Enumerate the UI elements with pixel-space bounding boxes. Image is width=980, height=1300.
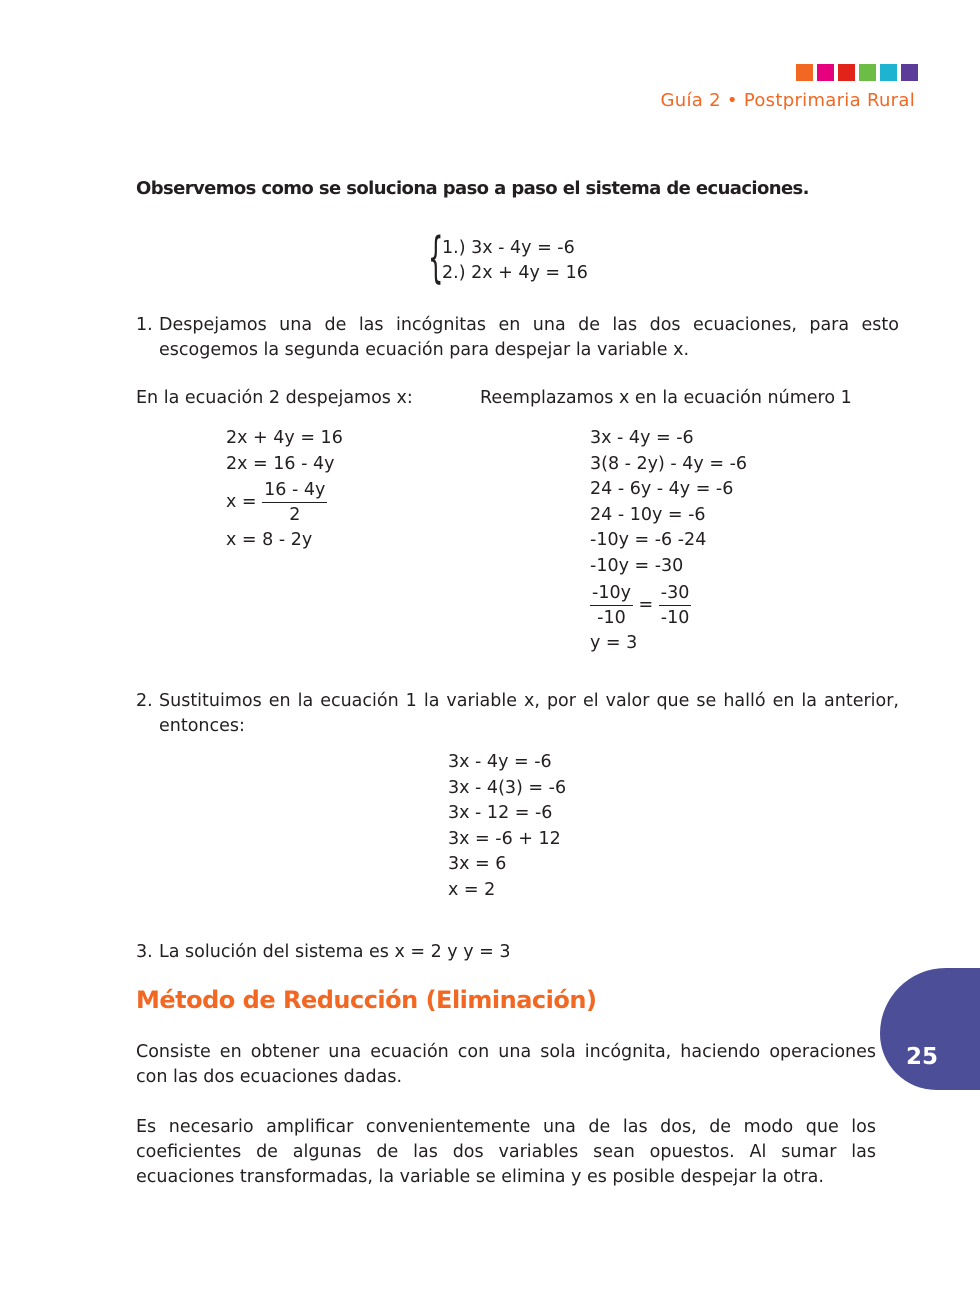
equation-line: 24 - 10y = -6	[590, 504, 706, 525]
step-2	[136, 689, 899, 739]
step-3	[136, 940, 899, 965]
step-1	[136, 313, 899, 363]
color-squares	[796, 64, 918, 81]
color-square	[817, 64, 834, 81]
equation-line: 3x - 4(3) = -6	[448, 777, 567, 798]
fraction-denominator: 2	[289, 504, 301, 525]
step-text: La solución del sistema es x = 2 y y = 3	[159, 942, 511, 962]
color-square	[859, 64, 876, 81]
equation-line: 3x = 6	[448, 854, 507, 874]
fraction	[659, 581, 692, 630]
fraction-denominator: -10	[660, 607, 690, 628]
left-column-equations	[226, 426, 343, 554]
step-2-equations	[448, 750, 566, 903]
equation-line: -10y = -6 -24	[590, 530, 707, 550]
equation-line: 2x = 16 - 4y	[226, 453, 335, 474]
guide-header: Guía 2 • Postprimaria Rural	[660, 90, 915, 111]
color-square	[838, 64, 855, 81]
equation-line: y = 3	[590, 633, 638, 653]
fraction-numerator: -10y	[590, 581, 633, 606]
equation-line: 3x - 4y = -6	[590, 428, 694, 448]
fraction	[262, 478, 327, 527]
left-column-heading: En la ecuación 2 despejamos x:	[136, 388, 413, 408]
step-text: Sustituimos en la ecuación 1 la variable x, por el valor que se halló en la anterior, entonces:	[159, 691, 899, 736]
equals-sign: =	[638, 595, 654, 615]
step-text: Despejamos una de las incógnitas en una de las dos ecuaciones, para esto escogemos la segunda ecuación para despejar la variable x.	[159, 315, 899, 360]
brace-symbol: {	[428, 226, 444, 289]
equation-line: 2x + 4y = 16	[226, 428, 343, 448]
equation-line: 3x - 12 = -6	[448, 803, 553, 823]
fraction	[590, 581, 633, 630]
fraction-line	[226, 476, 343, 528]
paragraph-1: Consiste en obtener una ecuación con una sola incógnita, haciendo operaciones con las dos ecuaciones dadas.	[136, 1042, 876, 1087]
equation-line: 3(8 - 2y) - 4y = -6	[590, 453, 748, 474]
right-column-heading: Reemplazamos x en la ecuación número 1	[480, 388, 852, 408]
step-number: 2.	[136, 691, 153, 711]
equation-line: 3x = -6 + 12	[448, 828, 561, 849]
equation-line: x = 8 - 2y	[226, 530, 313, 550]
paragraph-2: Es necesario amplificar convenientemente una de las dos, de modo que los coeficientes de algunas de las dos variables sean opuestos. Al sumar las ecuaciones transformadas, la variable se elimina y es posible despejar la otra.	[136, 1117, 876, 1187]
fraction-numerator: -30	[659, 581, 692, 606]
color-square	[880, 64, 897, 81]
fraction-denominator: -10	[597, 607, 626, 628]
color-square	[796, 64, 813, 81]
equation-line: -10y = -30	[590, 555, 684, 576]
equation-system	[428, 226, 588, 289]
section-title: Método de Reducción (Eliminación)	[136, 986, 597, 1014]
page-tab	[880, 968, 980, 1090]
step-number: 1.	[136, 315, 153, 335]
equation-line: 24 - 6y - 4y = -6	[590, 479, 734, 499]
step-number: 3.	[136, 942, 153, 962]
fraction-line	[590, 579, 747, 631]
equation-line: x = 2	[448, 879, 496, 900]
intro-heading: Observemos como se soluciona paso a paso el sistema de ecuaciones.	[136, 178, 809, 199]
system-equation-1: 1.) 3x - 4y = -6	[442, 238, 575, 258]
color-square	[901, 64, 918, 81]
system-equation-2: 2.) 2x + 4y = 16	[442, 263, 588, 283]
equation-line: 3x - 4y = -6	[448, 752, 552, 772]
fraction-lhs: x =	[226, 492, 257, 512]
page-number: 25	[906, 1044, 939, 1070]
fraction-numerator: 16 - 4y	[262, 478, 327, 503]
right-column-equations	[590, 426, 747, 657]
